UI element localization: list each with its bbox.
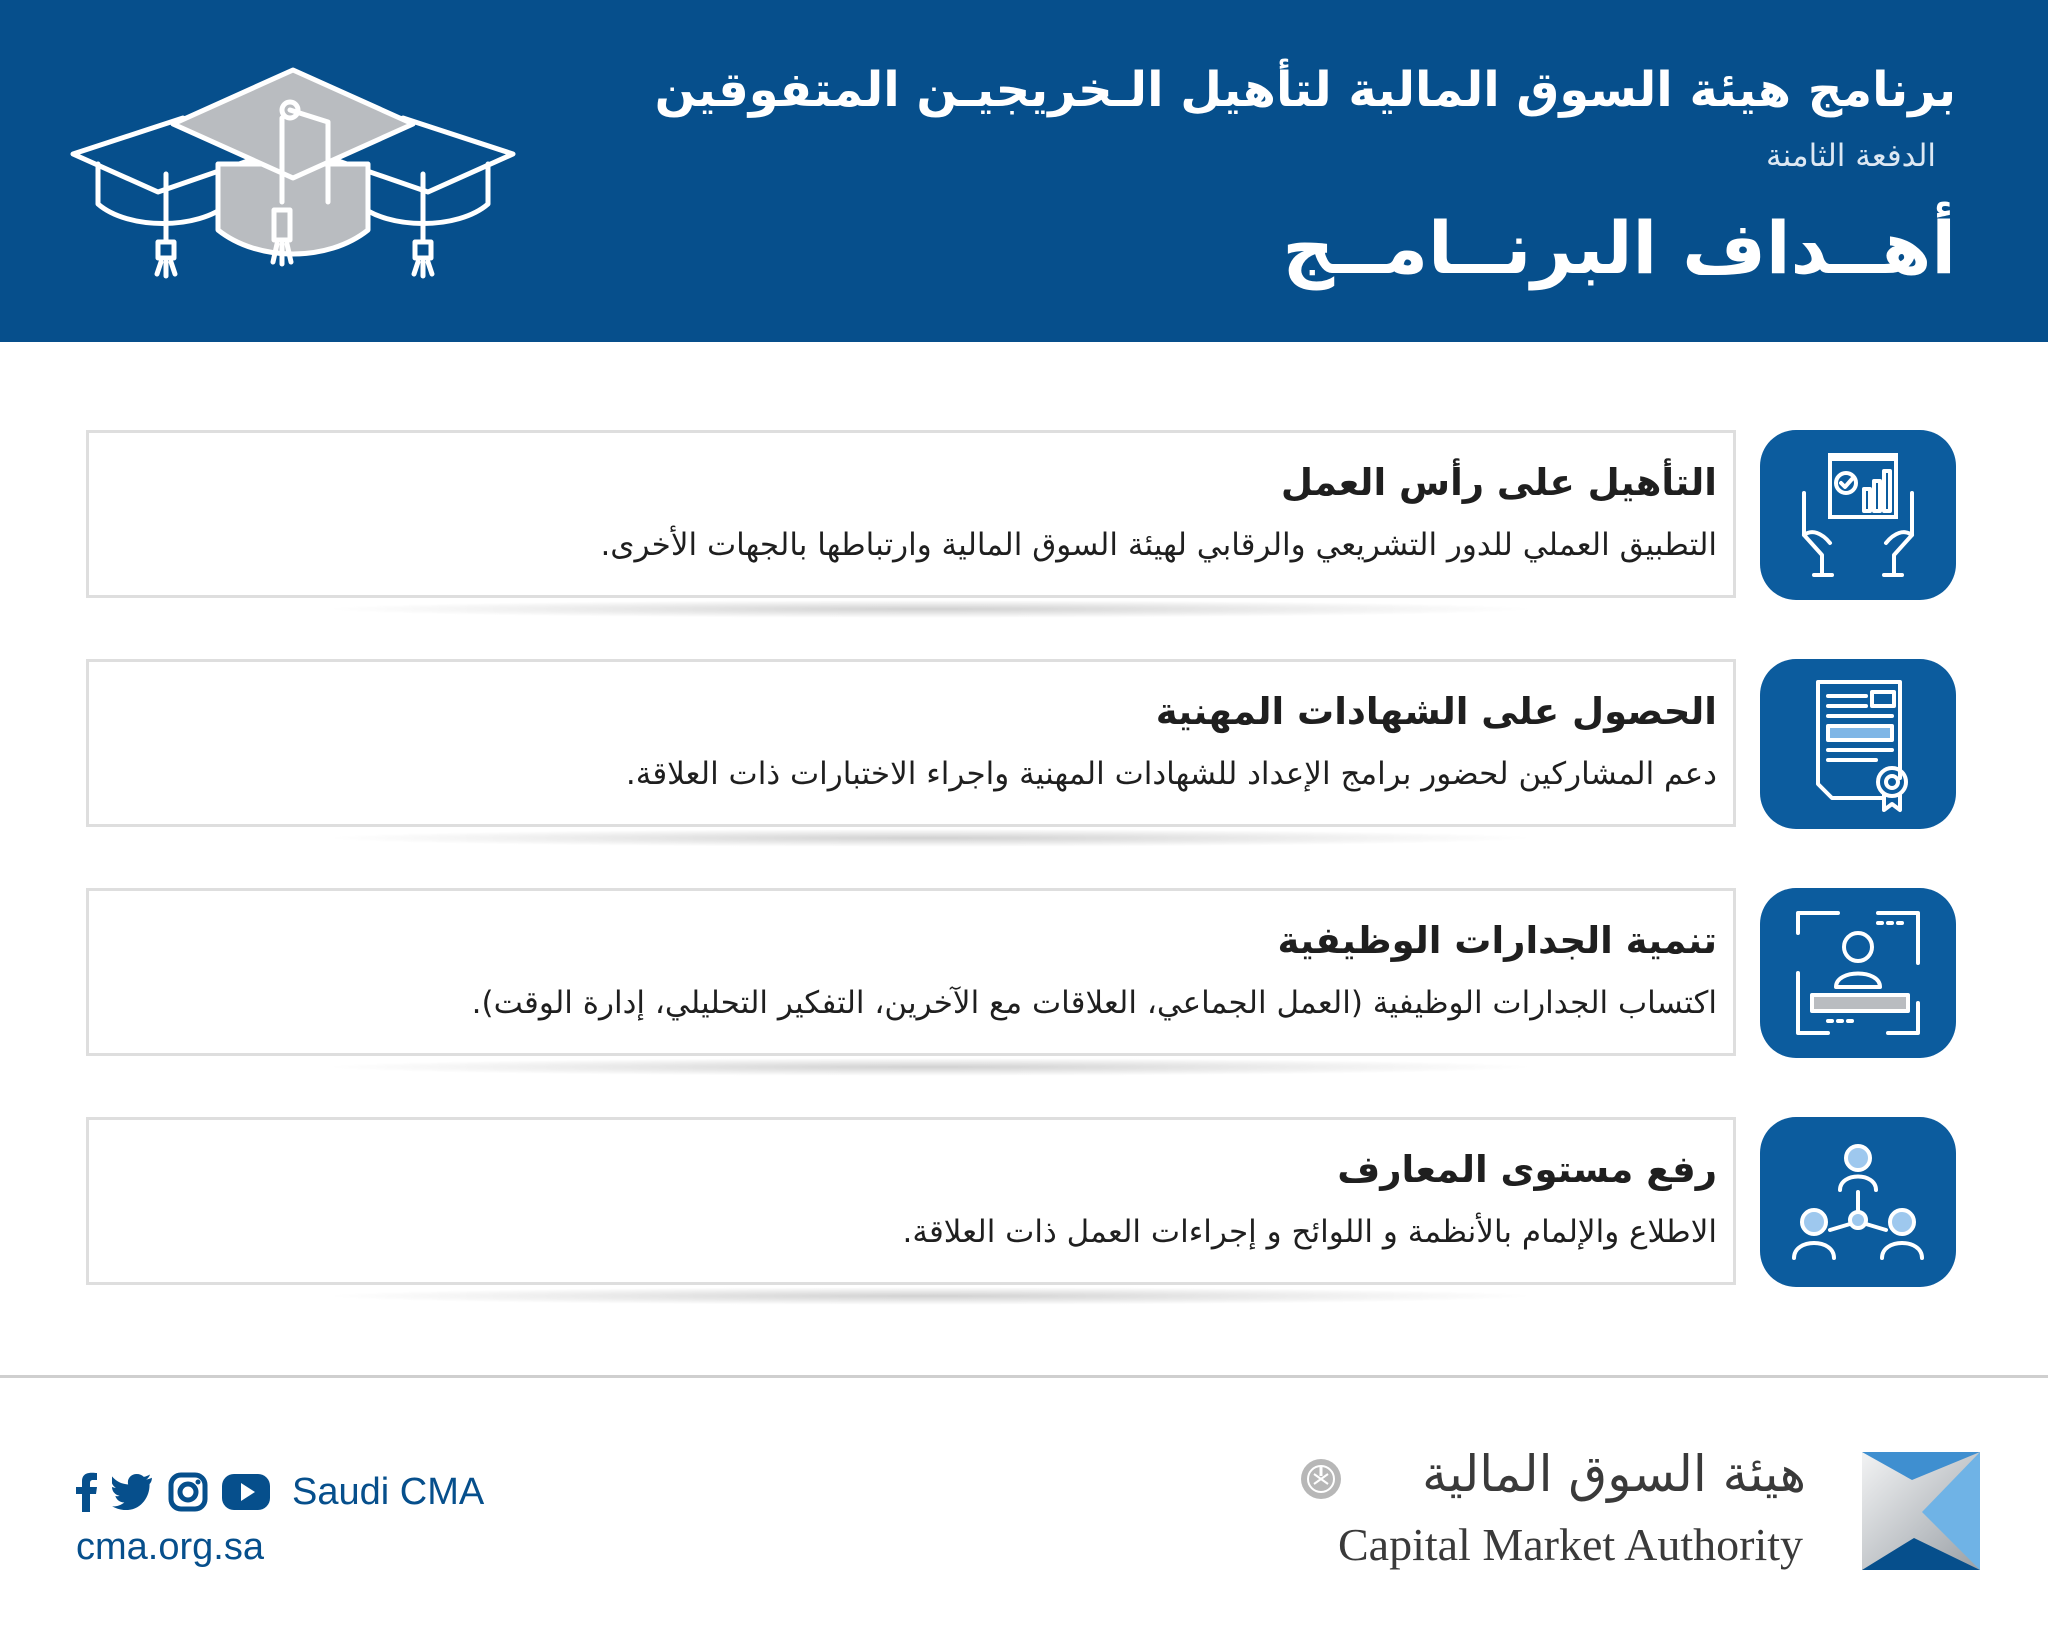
twitter-icon[interactable] [112, 1474, 154, 1510]
goal-icon-box [1760, 888, 1956, 1058]
youtube-icon[interactable] [222, 1474, 270, 1510]
goal-icon-box [1760, 1117, 1956, 1287]
graduation-caps-icon [68, 62, 518, 302]
social-links [76, 1470, 484, 1514]
cohort-subtitle: الدفعة الثامنة [1765, 138, 1936, 174]
goal-icon-box [1760, 430, 1956, 600]
goal-description: الاطلاع والإلمام بالأنظمة و اللوائح و إجراءات العمل ذات العلاقة. [902, 1214, 1717, 1250]
program-title: برنامج هيئة السوق المالية لتأهيل الـخريجيـن المتفوقين [654, 62, 1956, 118]
goal-card [86, 1117, 1736, 1285]
footer-divider [0, 1375, 2048, 1378]
cma-logo [1862, 1452, 1980, 1570]
facebook-icon[interactable] [76, 1472, 98, 1512]
header-banner [0, 0, 2048, 342]
goal-card [86, 659, 1736, 827]
card-shadow [320, 600, 1540, 618]
page-heading: أهــداف البرنــامــج [1282, 206, 1956, 290]
goal-title: رفع مستوى المعارف [1337, 1148, 1717, 1191]
certificate-icon [1788, 674, 1928, 814]
goal-card [86, 888, 1736, 1056]
goal-description: اكتساب الجدارات الوظيفية (العمل الجماعي، العلاقات مع الآخرين، التفكير التحليلي، إدارة الوقت). [471, 985, 1717, 1021]
goal-title: التأهيل على رأس العمل [1280, 461, 1717, 504]
goal-description: دعم المشاركين لحضور برامج الإعداد للشهادات المهنية واجراء الاختبارات ذات العلاقة. [625, 756, 1717, 792]
website-link[interactable]: cma.org.sa [76, 1526, 264, 1568]
people-network-icon [1788, 1132, 1928, 1272]
goal-icon-box [1760, 659, 1956, 829]
org-name-arabic: هيئة السوق المالية [1422, 1445, 1806, 1503]
org-name-english: Capital Market Authority [1337, 1519, 1803, 1570]
social-handle[interactable]: Saudi CMA [292, 1470, 485, 1513]
goal-title: تنمية الجدارات الوظيفية [1277, 919, 1717, 962]
instagram-icon[interactable] [168, 1472, 208, 1512]
goal-card [86, 430, 1736, 598]
card-shadow [320, 1058, 1540, 1076]
goal-description: التطبيق العملي للدور التشريعي والرقابي لهيئة السوق المالية وارتباطها بالجهات الأخرى. [600, 527, 1717, 563]
saudi-emblem-icon [1300, 1458, 1342, 1500]
card-shadow [320, 1287, 1540, 1305]
hands-presentation-icon [1788, 445, 1928, 585]
card-shadow [320, 829, 1540, 847]
person-frame-icon [1788, 903, 1928, 1043]
goal-title: الحصول على الشهادات المهنية [1155, 690, 1717, 733]
